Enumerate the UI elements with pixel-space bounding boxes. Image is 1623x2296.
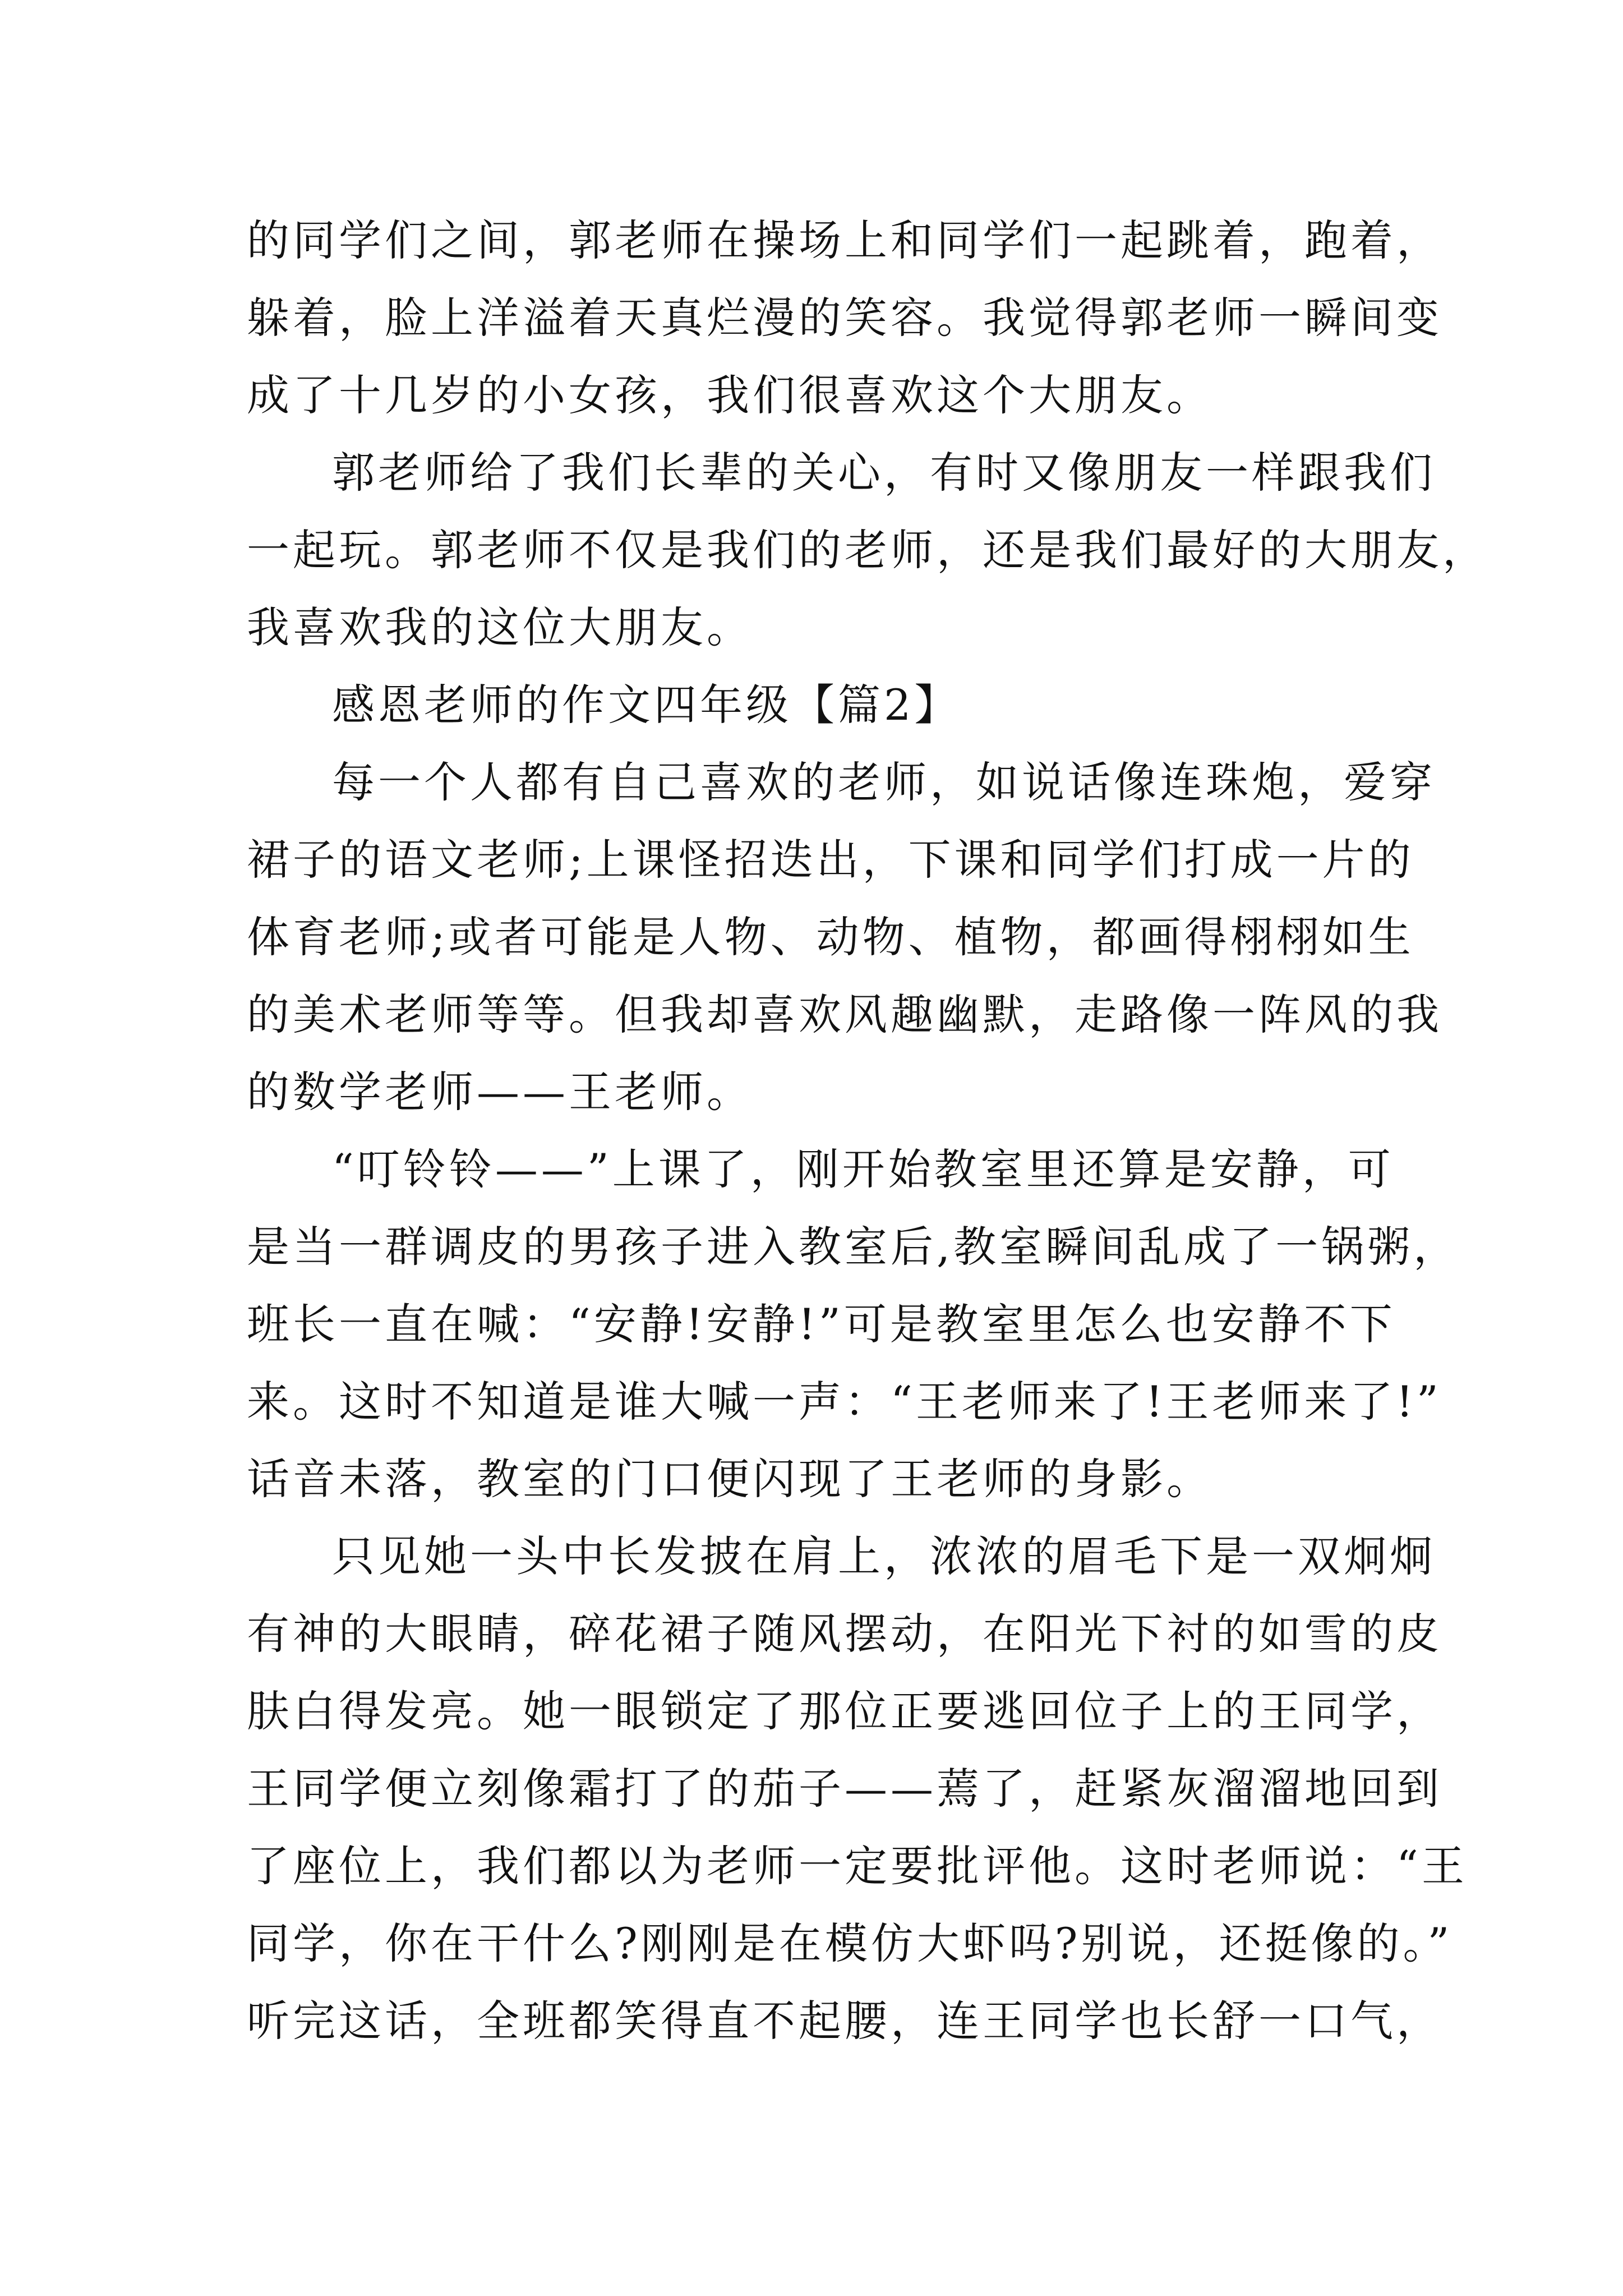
text-line: 来。这时不知道是谁大喊一声：“王老师来了!王老师来了!” [247,1377,1442,1427]
paragraph-start-line: 郭老师给了我们长辈的关心，有时又像朋友一样跟我们 [332,448,1436,498]
text-line: 是当一群调皮的男孩子进入教室后,教室瞬间乱成了一锅粥， [247,1222,1460,1272]
text-line: 班长一直在喊：“安静!安静!”可是教室里怎么也安静不下 [247,1299,1396,1349]
text-line: 一起玩。郭老师不仅是我们的老师，还是我们最好的大朋友， [247,525,1488,575]
text-line: 同学，你在干什么?刚刚是在模仿大虾吗?别说，还挺像的。” [247,1918,1453,1968]
text-line: 话音未落，教室的门口便闪现了王老师的身影。 [247,1454,1212,1504]
paragraph-start-line: 每一个人都有自己喜欢的老师，如说话像连珠炮，爱穿 [332,757,1436,807]
text-line: 体育老师;或者可能是人物、动物、植物，都画得栩栩如生 [247,912,1414,962]
text-line: 躲着，脸上洋溢着天真烂漫的笑容。我觉得郭老师一瞬间变 [247,293,1442,343]
text-line: 成了十几岁的小女孩，我们很喜欢这个大朋友。 [247,370,1212,420]
text-line: 裙子的语文老师;上课怪招迭出，下课和同学们打成一片的 [247,835,1414,885]
text-line: 我喜欢我的这位大朋友。 [247,602,753,652]
document-body [247,202,1488,2060]
section-heading: 感恩老师的作文四年级【篇2】 [332,680,961,730]
text-line: 有神的大眼睛，碎花裙子随风摆动，在阳光下衬的如雪的皮 [247,1609,1442,1659]
text-line: 的同学们之间，郭老师在操场上和同学们一起跳着，跑着， [247,215,1442,265]
text-line: 的数学老师——王老师。 [247,1067,753,1117]
text-line: 的美术老师等等。但我却喜欢风趣幽默，走路像一阵风的我 [247,990,1442,1039]
paragraph-start-line: “叮铃铃——”上课了，刚开始教室里还算是安静，可 [332,1144,1394,1194]
text-line: 听完这话，全班都笑得直不起腰，连王同学也长舒一口气， [247,1996,1442,2046]
text-line: 了座位上，我们都以为老师一定要批评他。这时老师说：“王 [247,1841,1468,1891]
text-line: 王同学便立刻像霜打了的茄子——蔫了，赶紧灰溜溜地回到 [247,1764,1442,1814]
text-line: 肤白得发亮。她一眼锁定了那位正要逃回位子上的王同学， [247,1686,1442,1736]
paragraph-start-line: 只见她一头中长发披在肩上，浓浓的眉毛下是一双炯炯 [332,1531,1436,1581]
